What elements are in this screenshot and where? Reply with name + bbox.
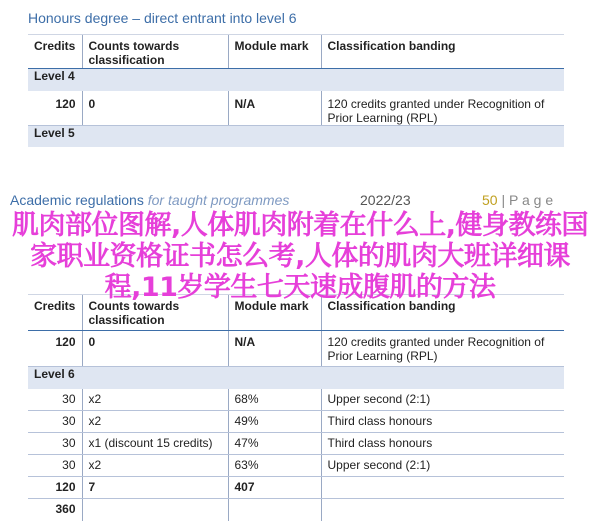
banding-cell: 120 credits granted under Recognition of Prior Learning (RPL) [321, 91, 564, 126]
header-module-mark: Module mark [228, 295, 321, 331]
overlay-headline: 肌肉部位图解,人体肌肉附着在什么上,健身教练国家职业资格证书怎么考,人体的肌肉大班详细课程,11岁学生七天速成腹肌的方法 [11, 210, 588, 303]
level-label: Level 5 [28, 125, 564, 147]
banding-cell: Upper second (2:1) [321, 455, 564, 477]
credits-cell: 30 [28, 411, 82, 433]
mark-cell: 47% [228, 433, 321, 455]
grand-total-credits-cell: 360 [55, 502, 76, 516]
total-mark-cell: 407 [228, 477, 321, 499]
header-credits: Credits [28, 295, 82, 331]
mark-cell: N/A [228, 91, 321, 126]
counts-cell: x2 [82, 389, 228, 411]
counts-cell: x2 [82, 455, 228, 477]
banding-cell: 120 credits granted under Recognition of Prior Learning (RPL) [321, 331, 564, 367]
level-label: Level 6 [28, 367, 564, 389]
mark-cell [228, 499, 321, 521]
counts-cell: 0 [82, 91, 228, 126]
header-banding: Classification banding [321, 295, 564, 331]
total-counts-cell: 7 [82, 477, 228, 499]
credits-cell: 30 [28, 455, 82, 477]
banding-cell [321, 477, 564, 499]
header-counts: Counts towards classification [82, 35, 228, 69]
credits-cell: 30 [28, 389, 82, 411]
mark-cell: N/A [228, 331, 321, 367]
classification-table-2 [28, 294, 564, 521]
banding-cell: Third class honours [321, 433, 564, 455]
level-label: Level 4 [28, 69, 564, 91]
credits-cell: 120 [28, 91, 82, 126]
banding-cell [321, 499, 564, 521]
footer-page-label: | P a g e [497, 192, 554, 208]
mark-cell: 49% [228, 411, 321, 433]
header-credits: Credits [28, 35, 82, 69]
banding-cell: Third class honours [321, 411, 564, 433]
counts-cell: x2 [82, 411, 228, 433]
page-footer [0, 190, 600, 210]
total-credits-cell: 120 [28, 477, 82, 499]
footer-doc-main: Academic regulations [10, 192, 144, 208]
footer-page-number: 50 [482, 192, 498, 208]
mark-cell: 63% [228, 455, 321, 477]
header-banding: Classification banding [321, 35, 564, 69]
footer-doc-title [10, 192, 289, 208]
credits-cell: 120 [28, 331, 82, 367]
section-title: Honours degree – direct entrant into level 6 [28, 10, 297, 26]
credits-cell: 30 [28, 433, 82, 455]
header-counts: Counts towards classification [82, 295, 228, 331]
counts-cell [82, 499, 228, 521]
counts-cell: x1 (discount 15 credits) [82, 433, 228, 455]
footer-page [482, 192, 553, 208]
counts-cell: 0 [82, 331, 228, 367]
header-module-mark: Module mark [228, 35, 321, 69]
footer-year: 2022/23 [360, 192, 411, 208]
footer-doc-italic: for taught programmes [147, 192, 290, 208]
mark-cell: 68% [228, 389, 321, 411]
banding-cell: Upper second (2:1) [321, 389, 564, 411]
classification-table-1 [28, 34, 564, 147]
